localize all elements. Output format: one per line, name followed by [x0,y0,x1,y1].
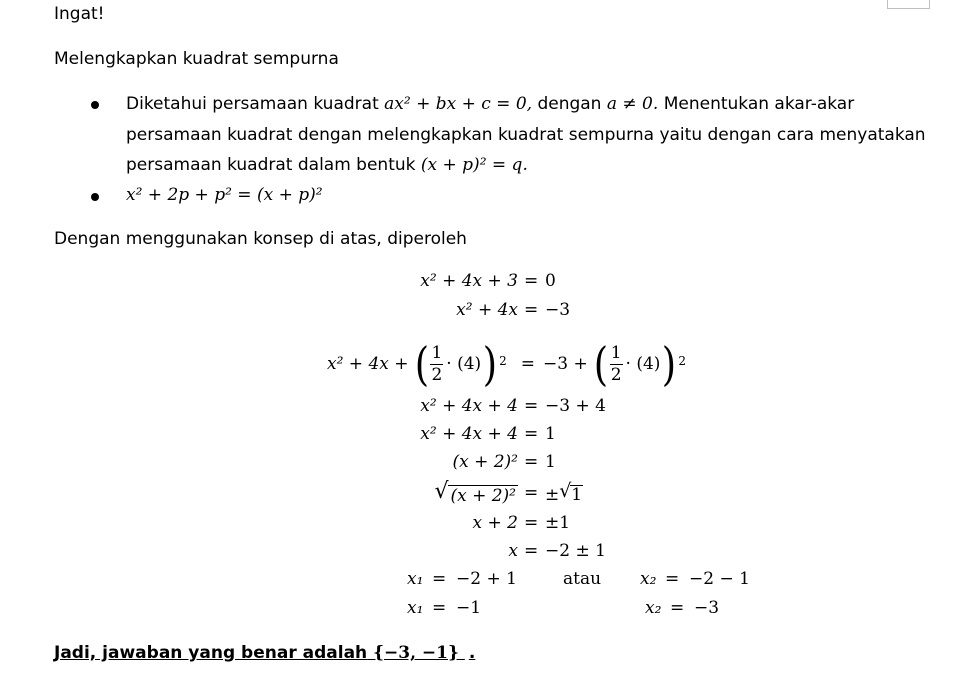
plus-minus: ± [545,485,560,505]
bullet1-suffix: Menentukan akar-akar [663,94,855,114]
conclusion [54,645,475,662]
power-two: 2 [499,354,507,368]
row-rhs: −3 + 4 [545,396,606,416]
row-rhs: −3 [545,300,571,320]
radicand: (x + 2)² [450,486,516,506]
row-lhs: x + 2 [472,513,518,533]
equals-sign: = [524,452,539,472]
equals-sign: = [520,354,536,374]
equals-sign: = [524,513,539,533]
equals-sign: = [524,541,539,561]
paren-open: ( [414,337,429,391]
equals-sign: = [524,424,539,444]
intro-text: Ingat! [54,4,105,24]
row-lhs-sqrt [434,479,518,506]
paren-close: ) [662,337,677,391]
square-root [559,480,583,505]
row-rhs-sqrt [545,480,583,505]
transition-text: Dengan menggunakan konsep di atas, diperoleh [54,229,467,249]
fraction-one-half [430,343,443,386]
x2-label: x₂ [640,569,657,589]
row-rhs: ±1 [545,513,571,533]
row-rhs: −2 ± 1 [545,541,606,561]
equals-sign: = [665,569,680,589]
perfect-square-form: (x + p)² = q. [420,155,528,175]
row-lhs: x² + 4x + 3 [420,271,518,291]
half-coefficient-squared [413,337,507,391]
row-rhs: 0 [545,271,556,291]
fraction-denominator: 2 [610,364,622,385]
bullet1-prefix: Diketahui persamaan kuadrat [126,94,379,114]
fraction-numerator: 1 [431,342,443,363]
equals-sign: = [432,569,447,589]
row-rhs: 1 [545,452,556,472]
paren-close: ) [482,337,498,391]
equation-row-complete-square [327,336,686,392]
conclusion-text: Jadi, jawaban yang benar adalah [54,643,368,663]
x1-value: −2 + 1 [456,569,517,589]
bullet1-mid: dengan [537,94,602,114]
x1-label: x₁ [407,569,424,589]
row-lhs: x² + 4x + 4 [420,424,518,444]
equals-sign: = [524,396,539,416]
multiplier: · (4) [625,354,661,374]
connector-atau: atau [563,569,602,589]
equals-sign: = [432,598,447,618]
bullet1-line2: persamaan kuadrat dengan melengkapkan kuadrat sempurna yaitu dengan cara menyatakan [126,125,926,145]
power-two: 2 [678,354,687,368]
x1-label: x₁ [407,598,424,618]
conclusion-period: . [468,643,476,663]
equals-sign: = [524,483,539,503]
multiplier: · (4) [446,354,482,374]
fraction-denominator: 2 [431,364,443,385]
radical-sign: √ [434,479,449,504]
fraction-one-half [610,343,623,386]
nonzero-condition: a ≠ 0. [606,94,659,114]
row-rhs: 1 [545,424,556,444]
x2-value: −2 − 1 [689,569,750,589]
x2-value: −3 [694,598,720,618]
row-rhs-prefix: −3 + [543,354,588,374]
equals-sign: = [524,300,539,320]
quadratic-equation: ax² + bx + c = 0, [384,94,533,114]
radicand: 1 [571,485,583,505]
fraction-numerator: 1 [610,342,622,363]
row-lhs: x [508,541,518,561]
x2-label: x₂ [645,598,662,618]
answer-set: {−3, −1} [373,643,459,663]
perfect-square-identity: x² + 2p + p² = (x + p)² [126,185,323,205]
equals-sign: = [524,271,539,291]
row-lhs: (x + 2)² [452,452,518,472]
equals-sign: = [670,598,685,618]
paren-open: ( [593,337,608,391]
bullet1-line3-prefix: persamaan kuadrat dalam bentuk [126,155,416,175]
row-lhs: x² + 4x [456,300,518,320]
radical-sign: √ [559,480,572,502]
section-heading: Melengkapkan kuadrat sempurna [54,49,339,69]
row-lhs: x² + 4x + 4 [420,396,518,416]
square-root [434,479,518,506]
x1-value: −1 [456,598,482,618]
half-coefficient-squared [592,337,687,391]
row-lhs-prefix: x² + 4x + [327,354,409,374]
